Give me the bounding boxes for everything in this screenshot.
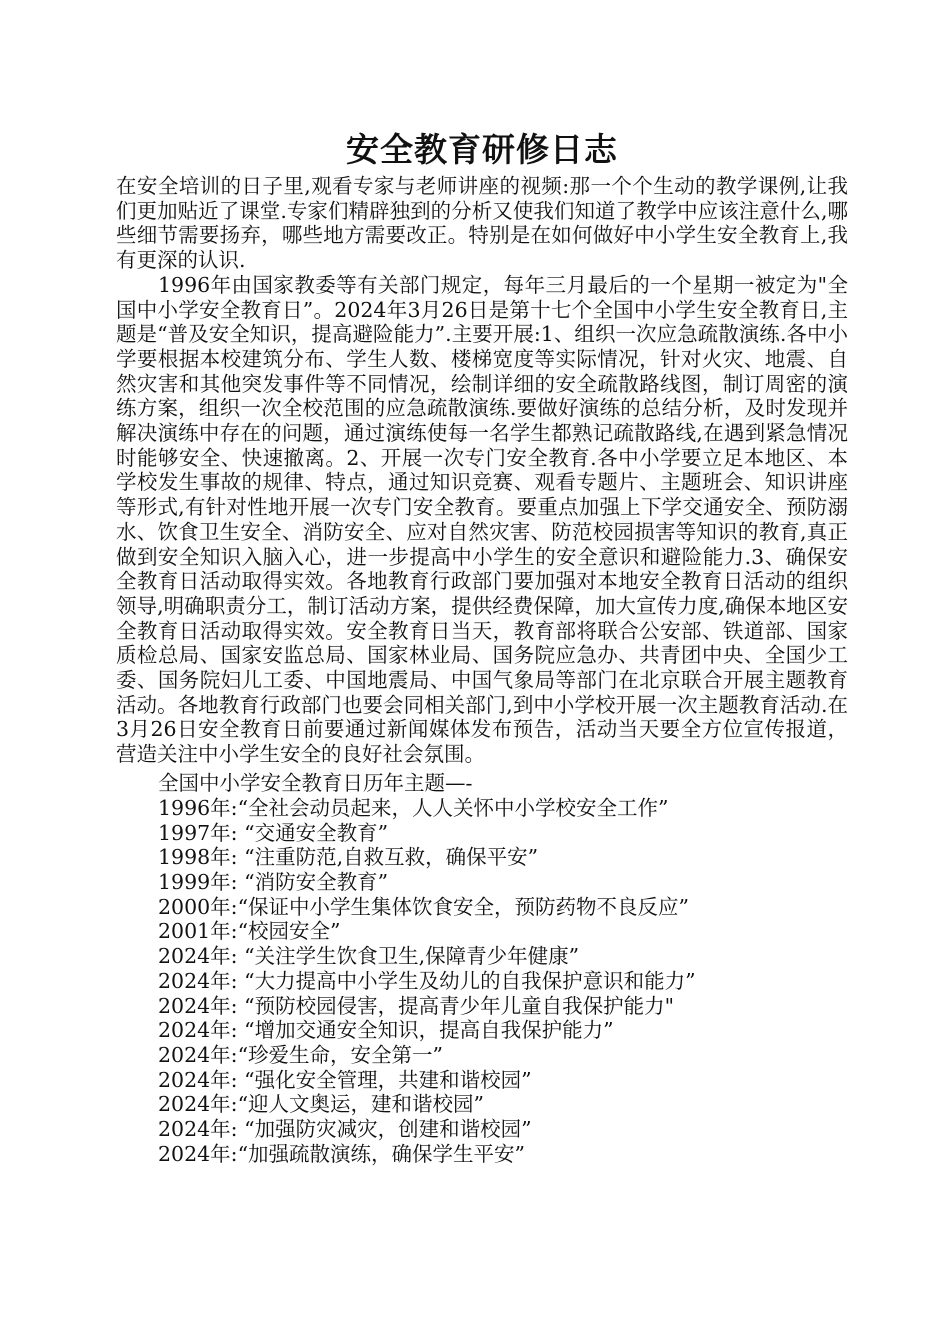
theme-text: “注重防范,自救互救，确保平安” <box>237 845 539 870</box>
theme-text: “珍爱生命，安全第一” <box>237 1042 444 1067</box>
theme-text: “加强防灾减灾，创建和谐校园” <box>237 1117 532 1142</box>
theme-item <box>158 969 848 994</box>
theme-item <box>158 994 848 1019</box>
theme-text: “消防安全教育” <box>237 869 389 894</box>
theme-item <box>158 1018 848 1043</box>
theme-item <box>158 796 848 821</box>
theme-text: “大力提高中小学生及幼儿的自我保护意识和能力” <box>237 968 696 993</box>
theme-item <box>158 1092 848 1117</box>
theme-year: 1999年: <box>158 869 238 894</box>
intro-paragraph: 在安全培训的日子里,观看专家与老师讲座的视频:那一个个生动的教学课例,让我们更加贴近了课堂.专家们精辟独到的分析又使我们知道了教学中应该注意什么,哪些细节需要扬弃，哪些地方需要改正。特别是在如何做好中小学生安全教育上,我有更深的认识. <box>116 174 848 273</box>
document-page <box>116 128 848 1166</box>
theme-text: “全社会动员起来，人人关怀中小学校安全工作” <box>237 795 669 820</box>
body-paragraph: 1996年由国家教委等有关部门规定，每年三月最后的一个星期一被定为"全国中小学安全教育日”。2024年3月26日是第十七个全国中小学生安全教育日,主题是“普及安全知识，提高避险能力”.主要开展:1、组织一次应急疏散演练.各中小学要根据本校建筑分布、学生人数、楼梯宽度等实际情况，针对火灾、地震、自然灾害和其他突发事件等不同情况，绘制详细的安全疏散路线图，制订周密的演练方案，组织一次全校范围的应急疏散演练.要做好演练的总结分析，及时发现并解决演练中存在的问题，通过演练使每一名学生都熟记疏散路线,在遇到紧急情况时能够安全、快速撤离。2、开展一次专门安全教育.各中小学要立足本地区、本学校发生事故的规律、特点，通过知识竞赛、观看专题片、主题班会、知识讲座等形式,有针对性地开展一次专门安全教育。要重点加强上下学交通安全、预防溺水、饮食卫生安全、消防安全、应对自然灾害、防范校园损害等知识的教育,真正做到安全知识入脑入心，进一步提高中小学生的安全意识和避险能力.3、确保安全教育日活动取得实效。各地教育行政部门要加强对本地安全教育日活动的组织领导,明确职责分工，制订活动方案，提供经费保障，加大宣传力度,确保本地区安全教育日活动取得实效。安全教育日当天，教育部将联合公安部、铁道部、国家质检总局、国家安监总局、国家林业局、国务院应急办、共青团中央、全国少工委、国务院妇儿工委、中国地震局、中国气象局等部门在北京联合开展主题教育活动。各地教育行政部门也要会同相关部门,到中小学校开展一次主题教育活动.在3月26日安全教育日前要通过新闻媒体发布预告，活动当天要全方位宣传报道，营造关注中小学生安全的良好社会氛围。 <box>116 272 848 767</box>
theme-year: 2000年: <box>158 894 238 919</box>
theme-text: “增加交通安全知识，提高自我保护能力” <box>237 1018 614 1043</box>
theme-item <box>158 870 848 895</box>
theme-year: 1998年: <box>158 845 238 870</box>
theme-item <box>158 944 848 969</box>
theme-year: 2024年: <box>158 1067 238 1092</box>
theme-year: 2024年: <box>158 1141 238 1166</box>
theme-text: “强化安全管理，共建和谐校园” <box>237 1067 532 1092</box>
theme-text: “交通安全教育” <box>237 820 389 845</box>
themes-list <box>116 796 848 1167</box>
theme-item <box>158 1117 848 1142</box>
document-title: 安全教育研修日志 <box>346 130 618 169</box>
theme-item <box>158 1068 848 1093</box>
theme-year: 2024年: <box>158 1042 238 1067</box>
theme-year: 1997年: <box>158 820 238 845</box>
theme-item <box>158 919 848 944</box>
theme-year: 2001年: <box>158 919 238 944</box>
theme-text: “预防校园侵害，提高青少年儿童自我保护能力" <box>237 993 675 1018</box>
theme-item <box>158 821 848 846</box>
theme-year: 2024年: <box>158 968 238 993</box>
theme-text: “保证中小学生集体饮食安全，预防药物不良反应” <box>237 894 690 919</box>
theme-year: 2024年: <box>158 944 238 969</box>
theme-year: 2024年: <box>158 1117 238 1142</box>
theme-text: “关注学生饮食卫生,保障青少年健康” <box>237 944 580 969</box>
themes-heading: 全国中小学安全教育日历年主题—- <box>158 770 473 795</box>
theme-item <box>158 1142 848 1167</box>
theme-year: 2024年: <box>158 1092 238 1117</box>
theme-text: “校园安全” <box>237 919 341 944</box>
theme-year: 1996年: <box>158 795 238 820</box>
theme-item <box>158 845 848 870</box>
theme-year: 2024年: <box>158 993 238 1018</box>
theme-text: “迎人文奥运，建和谐校园” <box>237 1092 485 1117</box>
theme-item <box>158 895 848 920</box>
theme-year: 2024年: <box>158 1018 238 1043</box>
theme-item <box>158 1043 848 1068</box>
theme-text: “加强疏散演练，确保学生平安” <box>237 1141 526 1166</box>
